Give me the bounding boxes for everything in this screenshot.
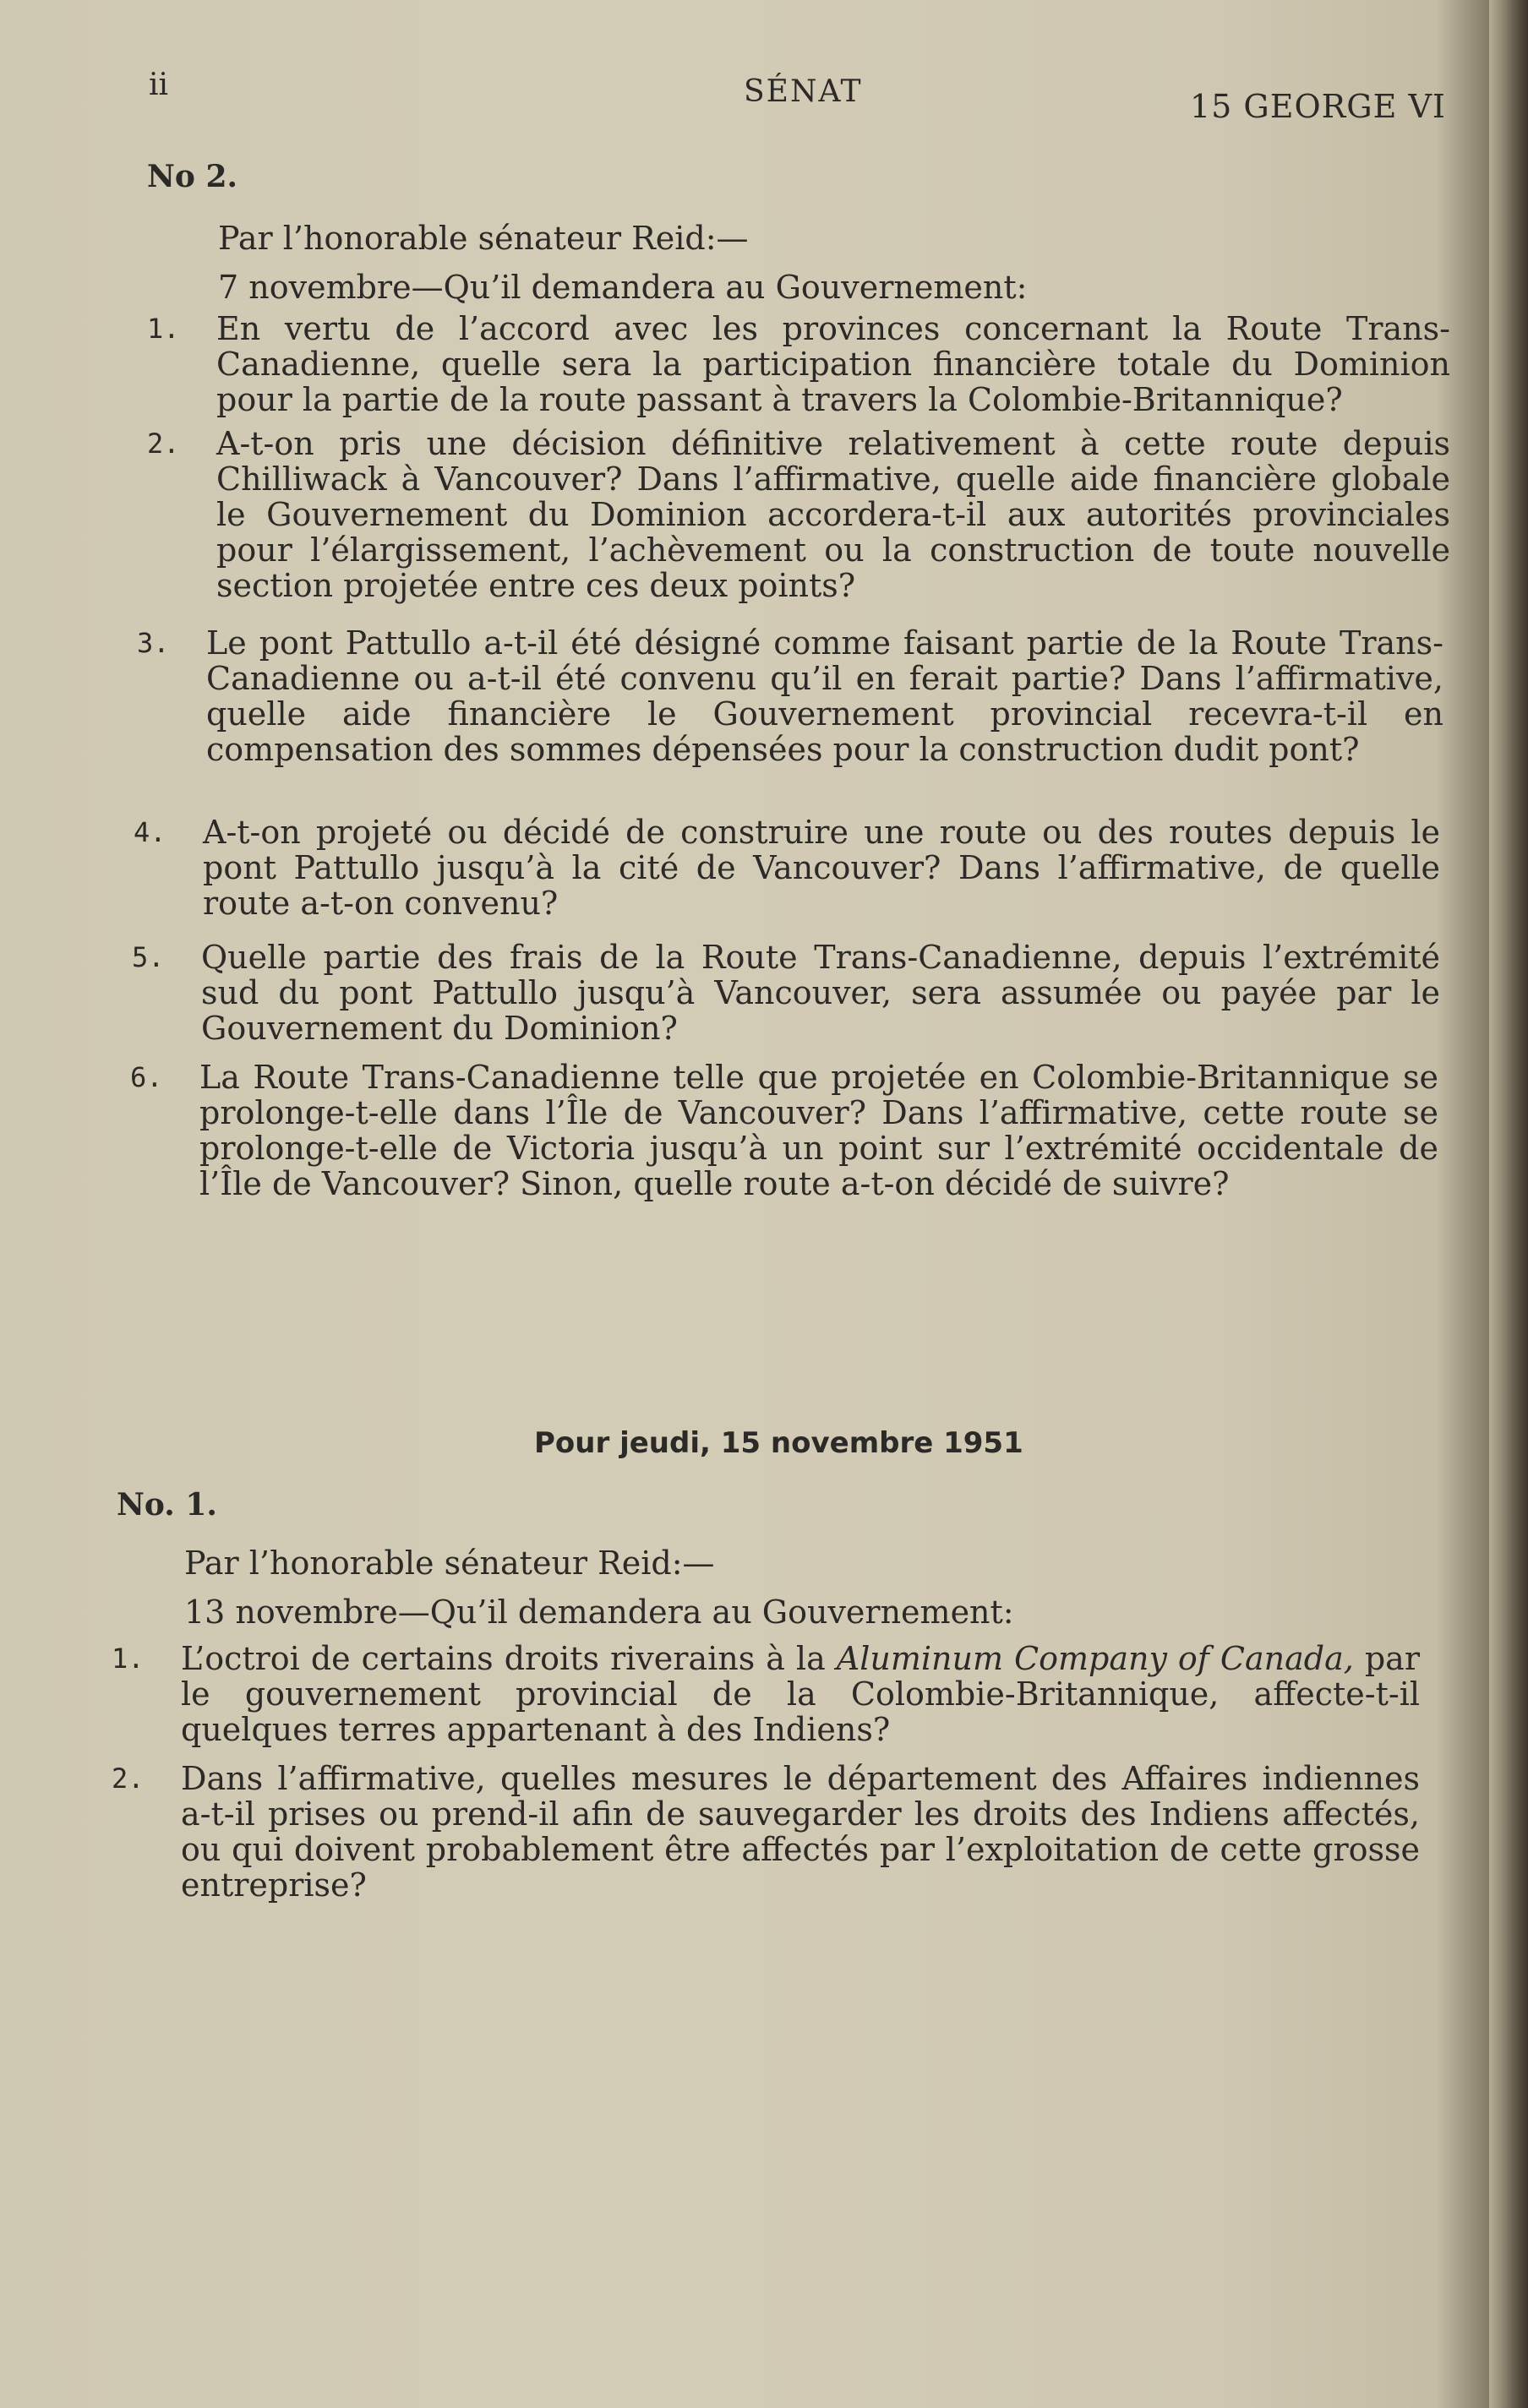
question-text: Quelle partie des frais de la Route Trans-Canadienne, depuis l’extrémité sud du pont Pattullo jusqu’à Vancouver, sera assumée ou payée par le Gouvernement du Dominion? [201,939,1440,1047]
question-text: Le pont Pattullo a-t-il été désigné comme faisant partie de la Route Trans-Canadienne ou a-t-il été convenu qu’il en ferait partie? Dans l’affirmative, quelle aide financière le Gouvernement provincial recevra-t-il en compensation des sommes dépensées pour la construction dudit pont? [206,624,1443,768]
question-number: 4. [134,816,166,848]
question-number: 5. [132,941,165,973]
company-name: Aluminum Company of Canada, [836,1640,1354,1677]
question-text: A-t-on projeté ou décidé de construire une route ou des routes depuis le pont Pattullo jusqu’à la cité de Vancouver? Dans l’affirmative, de quelle route a-t-on convenu? [203,814,1440,922]
question-number: 2. [147,428,180,460]
question-item [112,1640,1420,1748]
question-text: Dans l’affirmative, quelles mesures le département des Affaires indiennes a-t-il prises ou prend-il afin de sauvegarder les droits des Indiens affectés, ou qui doivent probablement être affectés par l’exploitation de cette grosse entreprise? [181,1760,1420,1904]
motion-label: No 2. [147,159,238,194]
section-heading: Pour jeudi, 15 novembre 1951 [534,1426,1023,1460]
question-number: 1. [112,1643,145,1675]
question-item [112,1760,1420,1904]
question-text: A-t-on pris une décision définitive relativement à cette route depuis Chilliwack à Vancouver? Dans l’affirmative, quelle aide financière globale le Gouvernement du Dominion accordera-t-il aux autorités provinciales pour l’élargissement, l’achèvement ou la construction de toute nouvelle section projetée entre ces deux points? [216,425,1450,604]
question-item [134,814,1440,922]
session-label: 15 GEORGE VI [1190,88,1446,125]
question-item [147,310,1450,418]
question-text: L’octroi de certains droits riverains à la [181,1640,837,1677]
question-number: 1. [147,313,180,345]
motion-label: No. 1. [117,1487,217,1523]
question-text: En vertu de l’accord avec les provinces concernant la Route Trans-Canadienne, quelle sera la participation financière totale du Dominion pour la partie de la route passant à travers la Colombie-Britannique? [216,310,1450,418]
page-title: SÉNAT [744,74,863,109]
question-item [137,624,1443,768]
question-number: 6. [130,1061,163,1093]
question-item [132,939,1440,1047]
date-line: 13 novembre—Qu’il demandera au Gouvernement: [184,1594,1014,1631]
mover-line: Par l’honorable sénateur Reid:— [218,220,749,257]
question-text: La Route Trans-Canadienne telle que projetée en Colombie-Britannique se prolonge-t-elle dans l’Île de Vancouver? Dans l’affirmative, cette route se prolonge-t-elle de Victoria jusqu’à un point sur l’extrémité occidentale de l’Île de Vancouver? Sinon, quelle route a-t-on décidé de suivre? [199,1059,1438,1202]
page-number: ii [149,68,169,102]
question-number: 2. [112,1762,145,1795]
mover-line: Par l’honorable sénateur Reid:— [184,1544,715,1582]
date-line: 7 novembre—Qu’il demandera au Gouvernement: [218,269,1028,306]
question-item [130,1059,1438,1202]
question-text: par le gouvernement provincial de la Colombie-Britannique, affecte-t-il quelques terres appartenant à des Indiens? [181,1640,1420,1748]
question-number: 3. [137,627,170,659]
question-item [147,425,1450,604]
